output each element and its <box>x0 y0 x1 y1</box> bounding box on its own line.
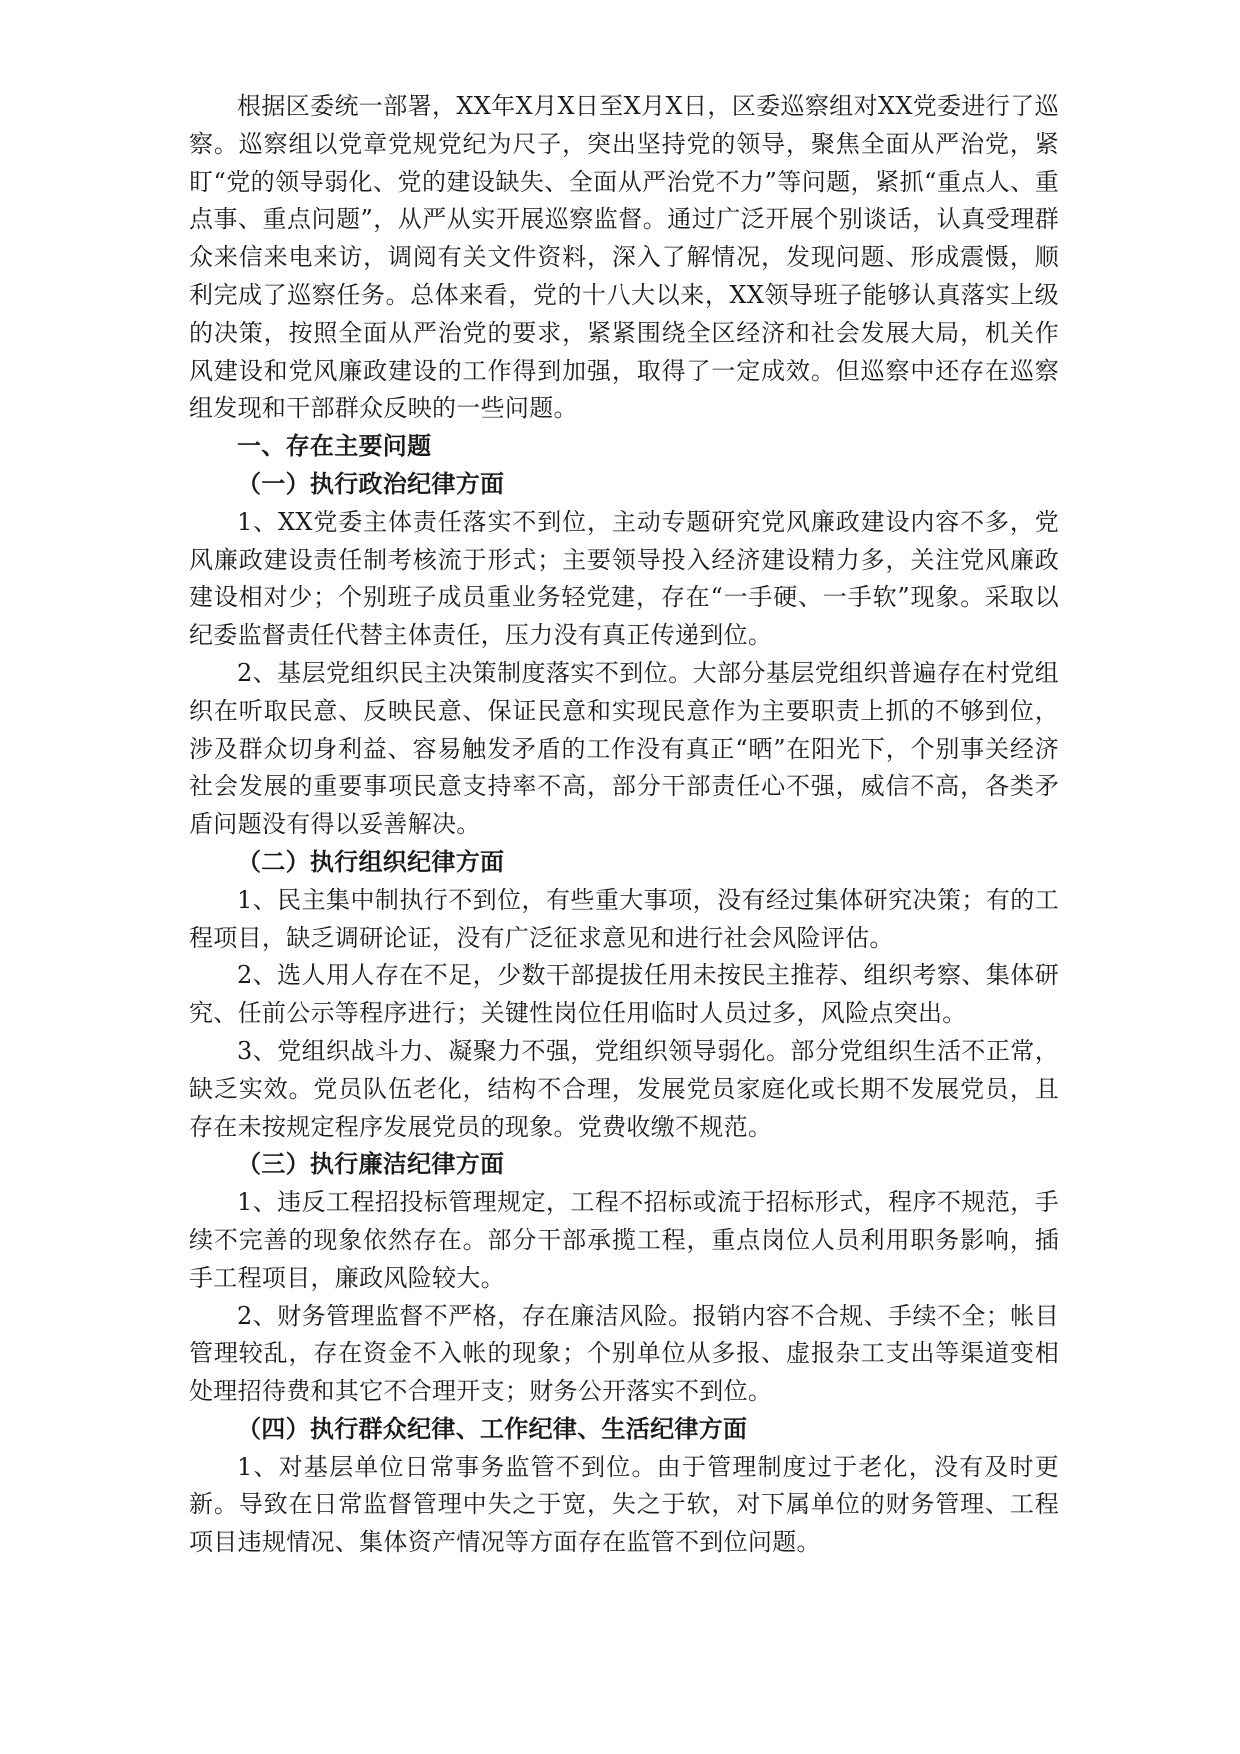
subsection-title-integrity-discipline: （三）执行廉洁纪律方面 <box>237 1150 505 1179</box>
paragraph: 2、基层党组织民主决策制度落实不到位。大部分基层党组织普遍存在村党组织在听取民意、反映民意、保证民意和实现民意作为主要职责上抓的不够到位，涉及群众切身利益、容易触发矛盾的工作没有真正“晒”在阳光下，个别事关经济社会发展的重要事项民意支持率不高，部分干部责任心不强，威信不高，各类矛盾问题没有得以妥善解决。 <box>189 658 1059 839</box>
subsection-title-political-discipline: （一）执行政治纪律方面 <box>237 469 505 498</box>
intro-paragraph: 根据区委统一部署，XX年X月X日至X月X日，区委巡察组对XX党委进行了巡察。巡察组以党章党规党纪为尺子，突出坚持党的领导，聚焦全面从严治党，紧盯“党的领导弱化、党的建设缺失、全面从严治党不力”等问题，紧抓“重点人、重点事、重点问题”，从严从实开展巡察监督。通过广泛开展个别谈话，认真受理群众来信来电来访，调阅有关文件资料，深入了解情况，发现问题、形成震慑，顺利完成了巡察任务。总体来看，党的十八大以来，XX领导班子能够认真落实上级的决策，按照全面从严治党的要求，紧紧围绕全区经济和社会发展大局，机关作风建设和党风廉政建设的工作得到加强，取得了一定成效。但巡察中还存在巡察组发现和干部群众反映的一些问题。 <box>189 92 1059 423</box>
paragraph: 1、XX党委主体责任落实不到位，主动专题研究党风廉政建设内容不多，党风廉政建设责任制考核流于形式；主要领导投入经济建设精力多，关注党风廉政建设相对少；个别班子成员重业务轻党建，存在“一手硬、一手软”现象。采取以纪委监督责任代替主体责任，压力没有真正传递到位。 <box>189 507 1059 650</box>
paragraph: 3、党组织战斗力、凝聚力不强，党组织领导弱化。部分党组织生活不正常，缺乏实效。党员队伍老化，结构不合理，发展党员家庭化或长期不发展党员，且存在未按规定程序发展党员的现象。党费收缴不规范。 <box>189 1036 1059 1141</box>
paragraph: 1、违反工程招投标管理规定，工程不招标或流于招标形式，程序不规范，手续不完善的现象依然存在。部分干部承揽工程，重点岗位人员利用职务影响，插手工程项目，廉政风险较大。 <box>189 1188 1059 1292</box>
paragraph: 2、选人用人存在不足，少数干部提拔任用未按民主推荐、组织考察、集体研究、任前公示等程序进行；关键性岗位任用临时人员过多，风险点突出。 <box>189 961 1059 1028</box>
subsection-title-mass-work-life-discipline: （四）执行群众纪律、工作纪律、生活纪律方面 <box>237 1414 748 1443</box>
section-heading-main-problems: 一、存在主要问题 <box>237 432 432 461</box>
paragraph: 1、对基层单位日常事务监管不到位。由于管理制度过于老化，没有及时更新。导致在日常监督管理中失之于宽，失之于软，对下属单位的财务管理、工程项目违规情况、集体资产情况等方面存在监管不到位问题。 <box>189 1452 1059 1557</box>
paragraph: 1、民主集中制执行不到位，有些重大事项，没有经过集体研究决策；有的工程项目，缺乏调研论证，没有广泛征求意见和进行社会风险评估。 <box>189 885 1059 952</box>
document-page <box>189 88 1059 1562</box>
subsection-title-organizational-discipline: （二）执行组织纪律方面 <box>237 847 505 876</box>
paragraph: 2、财务管理监督不严格，存在廉洁风险。报销内容不合规、手续不全；帐目管理较乱，存在资金不入帐的现象；个别单位从多报、虚报杂工支出等渠道变相处理招待费和其它不合理开支；财务公开落实不到位。 <box>189 1301 1059 1406</box>
